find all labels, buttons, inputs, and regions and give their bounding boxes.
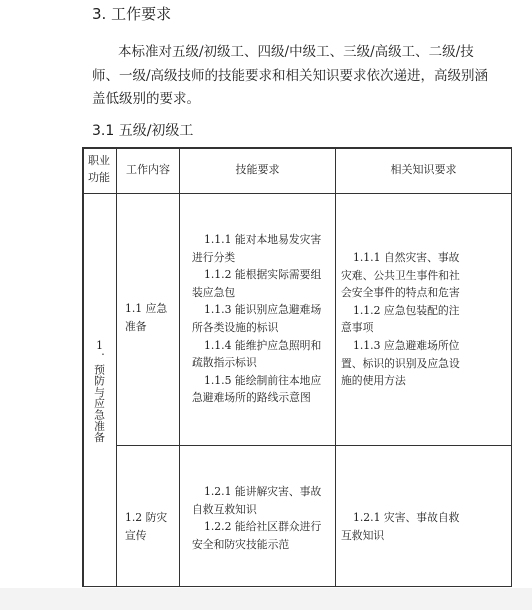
knowledge-item: 会安全事件的特点和危害 bbox=[341, 286, 460, 300]
knowledge-item: 施的使用方法 bbox=[341, 374, 406, 388]
row1-content-line: 准备 bbox=[125, 319, 147, 333]
knowledge-item: 1.2.1 灾害、事故自救 bbox=[353, 511, 460, 524]
header-function-line: 功能 bbox=[88, 171, 110, 184]
row1-knowledge bbox=[341, 249, 460, 390]
header-function-line: 职业 bbox=[88, 154, 110, 167]
row2-skills bbox=[192, 483, 321, 553]
table-border bbox=[511, 147, 513, 587]
skill-item: 1.1.3 能识别应急避难场 bbox=[204, 303, 322, 317]
row1-content bbox=[125, 300, 167, 335]
knowledge-item: 置、标识的识别及应急设 bbox=[341, 356, 460, 370]
function-cell: 1．预防与应急准备 bbox=[93, 339, 106, 443]
knowledge-item: 灾难、公共卫生事件和社 bbox=[341, 268, 460, 282]
skill-item: 进行分类 bbox=[192, 250, 236, 264]
skill-item: 装应急包 bbox=[192, 285, 236, 299]
knowledge-item: 互救知识 bbox=[341, 528, 385, 542]
skill-item: 1.2.2 能给社区群众进行 bbox=[204, 520, 322, 534]
knowledge-item: 1.1.3 应急避难场所位 bbox=[353, 338, 460, 352]
requirements-table bbox=[82, 147, 512, 587]
row1-content-line: 1.1 应急 bbox=[125, 302, 168, 315]
knowledge-item: 1.1.2 应急包装配的注 bbox=[353, 303, 460, 317]
table-rule bbox=[82, 193, 512, 194]
skill-item: 疏散指示标识 bbox=[192, 356, 257, 370]
header-knowledge: 相关知识要求 bbox=[390, 163, 457, 176]
row2-knowledge bbox=[341, 509, 459, 544]
header-function bbox=[84, 152, 114, 186]
table-rule bbox=[116, 147, 117, 587]
row2-content bbox=[125, 509, 167, 544]
skill-item: 安全和防灾技能示范 bbox=[192, 537, 290, 551]
knowledge-item: 意事项 bbox=[341, 321, 374, 335]
skill-item: 急避难场所的路线示意图 bbox=[192, 391, 311, 405]
table-rule bbox=[179, 147, 180, 587]
header-skills: 技能要求 bbox=[235, 163, 280, 176]
skill-item: 1.1.2 能根据实际需要组 bbox=[204, 268, 322, 282]
intro-line: 盖低级别的要求。 bbox=[92, 91, 200, 107]
intro-line: 师、一级/高级技师的技能要求和相关知识要求依次递进，高级别涵 bbox=[92, 67, 489, 84]
sub-heading: 3.1 五级/初级工 bbox=[92, 123, 194, 139]
skill-item: 1.1.5 能绘制前往本地应 bbox=[204, 373, 322, 387]
knowledge-item: 1.1.1 自然灾害、事故 bbox=[353, 251, 460, 264]
table-border bbox=[82, 147, 512, 149]
skill-item: 自救互救知识 bbox=[192, 502, 257, 516]
table-border bbox=[82, 586, 512, 588]
table-border bbox=[82, 147, 84, 587]
skill-item: 1.1.4 能维护应急照明和 bbox=[204, 338, 322, 352]
table-rule bbox=[116, 445, 512, 446]
section-heading: 3. 工作要求 bbox=[92, 5, 172, 23]
skill-item: 1.1.1 能对本地易发灾害 bbox=[204, 233, 322, 246]
table-rule bbox=[335, 147, 336, 587]
skill-item: 1.2.1 能讲解灾害、事故 bbox=[204, 485, 322, 498]
row1-skills bbox=[192, 231, 321, 407]
row2-content-line: 1.2 防灾 bbox=[125, 511, 168, 524]
skill-item: 所各类设施的标识 bbox=[192, 320, 279, 334]
header-content: 工作内容 bbox=[126, 163, 170, 176]
intro-paragraph bbox=[92, 41, 510, 112]
intro-line: 本标准对五级/初级工、四级/中级工、三级/高级工、二级/技 bbox=[118, 44, 474, 60]
page-bottom-band bbox=[0, 588, 532, 610]
row2-content-line: 宣传 bbox=[125, 528, 147, 542]
